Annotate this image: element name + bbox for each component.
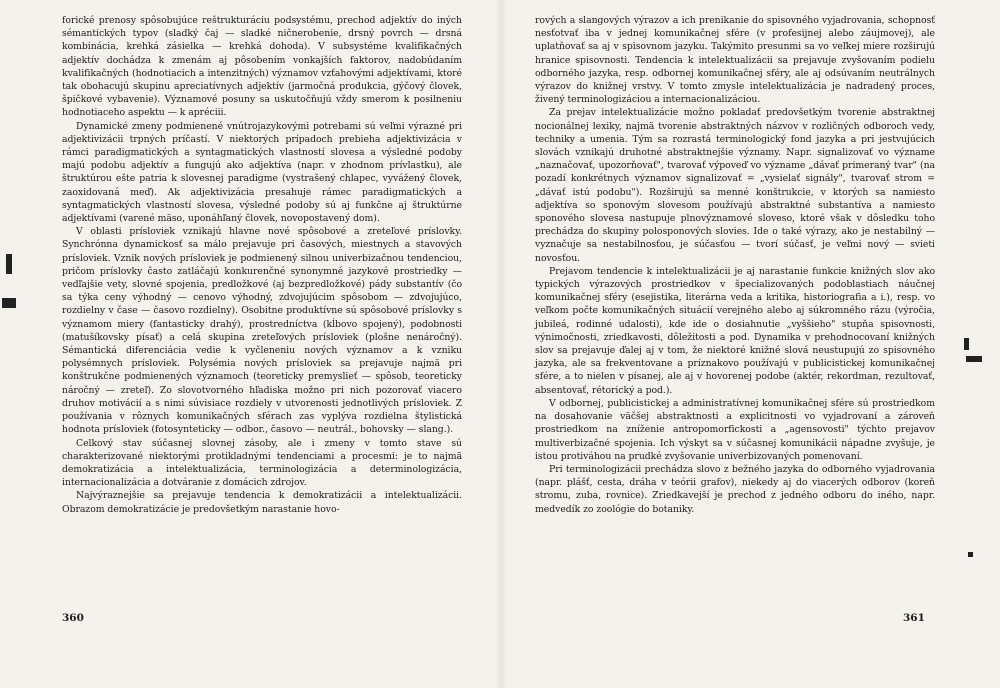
page-number: 361	[903, 612, 925, 624]
left-page	[62, 14, 462, 516]
page-number: 360	[62, 612, 84, 624]
scan-artifact	[964, 338, 969, 350]
paragraph: Pri terminologizácii prechádza slovo z bežného jazyka do odborného vyjadrovania (napr. plášť, cesta, dráha v teórii grafov), niekedy aj do viacerých odborov (koreň stromu, zuba, rovnice). Zriedkavejší je prechod z jedného odboru do iného, napr. medvedík zo zoológie do botaniky.	[535, 463, 935, 515]
book-gutter	[496, 0, 506, 688]
paragraph: V oblasti prísloviek vznikajú hlavne nové spôsobové a zreteľové príslovky. Synchrónna dynamickosť sa málo prejavuje pri časových, miestnych a stavových prísloviek. Vznik nových prísloviek je podmienený silnou univerbizačnou tendenciou, pričom príslovky často zatláčajú konkurenčné synonymné jazykové prostriedky — vedľajšie vety, slovné spojenia, predložkové (aj bezpredložkové) pády substantív (čo sa týka ceny výhodný — cenovo výhodný, zdvojujúcim spôsobom — zdvojujúco, rozdielny v čase — časovo rozdielny). Osobitne produktívne sú spôsobové príslovky s významom miery (fantasticky drahý), prostredníctva (kĺbovo spojený), podobnosti (matušíkovsky písať) a celá skupina zreteľových prísloviek (plošne nenáročný). Sémantická diferenciácia vedie k vyčleneniu nových významov a k vzniku polysémnych prísloviek. Polysémia nových prísloviek sa prejavuje najmä pri konštrukčne podmienených významoch (teoreticky premyslieť — spôsob, teoreticky náročný — zreteľ). Zo slovotvorného hľadiska možno pri nich pozorovať viacero druhov motivácií a s nimi súvisiace rozdiely v utvorenosti jednotlivých prísloviek. Z používania v rôznych komunikačných sférach zas vyplýva rozdielna štylistická hodnota prísloviek (fotosynteticky — odbor., časovo — neutrál., bohovsky — slang.).	[62, 226, 462, 436]
paragraph: Za prejav intelektualizácie možno pokladať predovšetkým tvorenie abstraktnej nocionálnej lexiky, najmä tvorenie abstraktných názvov v rozličných odboroch vedy, techniky a umenia. Tým sa rozrastá terminologický fond jazyka a pri jestvujúcich slovách vznikajú druhotné abstraktnejšie významy. Napr. signalizovať vo význame „naznačovať, upozorňovať", tvarovať výpoveď vo význame „dávať primeraný tvar" (na pozadí konkrétnych významov signalizovať = „vysielať signály", tvarovať strom = „dávať istú podobu"). Rozširujú sa menné konštrukcie, v ktorých sa namiesto adjektíva so sponovým slovesom používajú abstraktné substantíva a namiesto sponového slovesa nastupuje plnovýznamové sloveso, ktoré však v dôsledku toho prechádza do skupiny polosponových slovies. Ide o také výrazy, ako je nestabilný — vyznačuje sa nestabilnosťou, je súčasťou — tvorí súčasť, je veľmi nový — svieti novosťou.	[535, 107, 935, 264]
paragraph: Prejavom tendencie k intelektualizácii je aj narastanie funkcie knižných slov ako typických výrazových prostriedkov v špecializovaných podoblastiach náučnej komunikačnej sféry (esejistika, literárna veda a kritika, historiografia a i.), resp. vo veľkom počte komunikačných situácií verejného alebo aj súkromného rázu (výročia, jubileá, rodinné udalosti), kde ide o dosiahnutie „vyššieho" stupňa spisovnosti, výnimočnosti, zriedkavosti, dôležitosti a pod. Dynamika v prehodnocovaní knižných slov sa prejavuje ďalej aj v tom, že niektoré knižné slová neustupujú zo spisovného jazyka, ale sa frekventovane a príznakovo používajú v publicistickej komunikačnej sfére, a to nielen v písanej, ale aj v hovorenej podobe (aktér, rekordman, rezultovať, absentovať, rétorický a pod.).	[535, 265, 935, 396]
scan-artifact	[2, 298, 16, 308]
scan-artifact	[966, 356, 982, 362]
right-page	[535, 14, 935, 516]
scan-artifact	[968, 552, 973, 557]
paragraph: Najvýraznejšie sa prejavuje tendencia k demokratizácii a intelektualizácii. Obrazom demokratizácie je predovšetkým narastanie hovo-	[62, 490, 462, 515]
paragraph: rových a slangových výrazov a ich prenikanie do spisovného vyjadrovania, schopnosť nesťotvať iba v jednej komunikačnej sfére (v profesijnej alebo záujmovej), ale uplatňovať sa aj v spisovnom jazyku. Takýmito presunmi sa vo veľkej miere rozširujú hranice spisovnosti. Tendencia k intelektualizácii sa prejavuje zvyšovaním podielu odborného jazyka, resp. odbornej komunikačnej sféry, ale aj odsúvaním neutrálnych výrazov do knižnej vrstvy. V tomto zmysle intelektualizácia je nadradený proces, živený terminologizáciou a internacionalizáciou.	[535, 15, 935, 106]
paragraph: Dynamické zmeny podmienené vnútrojazykovými potrebami sú veľmi výrazné pri adjektivizácii trpných príčastí. V niektorých prípadoch prebieha adjektivizácia v rámci paradigmatických a syntagmatických vlastností slovesa a výsledné podoby majú podobu adjektív a fungujú ako adjektíva (napr. v zhodnom prívlastku), ale štruktúrou ešte patria k slovesnej paradigme (vystrašený chlapec, vyvážený človek, zaoxidovaná meď). Ak adjektivizácia presahuje rámec paradigmatických a syntagmatických vlastností slovesa, výsledné podoby sú aj funkčne aj štruktúrne adjektívami (varené mäso, uponáhľaný človek, novopostavený dom).	[62, 120, 462, 225]
paragraph: forické prenosy spôsobujúce reštrukturáciu podsystému, prechod adjektív do iných sémantických typov (sladký čaj — sladké ničnerobenie, drsný povrch — drsná kombinácia, krehká zásielka — krehká dohoda). V subsystéme kvalifikačných adjektív dochádza k zmenám aj pôsobením vonkajších faktorov, nadobúdaním kvalifikačných (hodnotiacich a intenzitných) významov vzťahovými adjektívami, ktoré tak obohacujú skupinu apreciatívnych adjektív (jarmočná produkcia, gýčový človek, špičkové vybavenie). Významové posuny sa uskutočňujú vždy smerom k posilneniu hodnotiaceho aspektu — k apréciii.	[62, 15, 462, 119]
paragraph: V odbornej, publicistickej a administratívnej komunikačnej sfére sú prostriedkom na dosahovanie väčšej abstraktnosti a explicitnosti vo vyjadrovaní a zároveň prostriedkom na zníženie antropomorfickosti a „agensovosti" týchto prejavov multiverbizačné spojenia. Ich výskyt sa v súčasnej komunikácii nápadne zvyšuje, je istou protiváhou na prudké zvyšovanie univerbizovaných pomenovaní.	[535, 397, 935, 462]
paragraph: Celkový stav súčasnej slovnej zásoby, ale i zmeny v tomto stave sú charakterizované niektorými protikladnými tendenciami a procesmi: je to najmä demokratizácia a intelektualizácia, terminologizácia a determinologizácia, internacionalizácia a dotváranie z domácich zdrojov.	[62, 437, 462, 489]
scan-artifact	[6, 254, 12, 274]
